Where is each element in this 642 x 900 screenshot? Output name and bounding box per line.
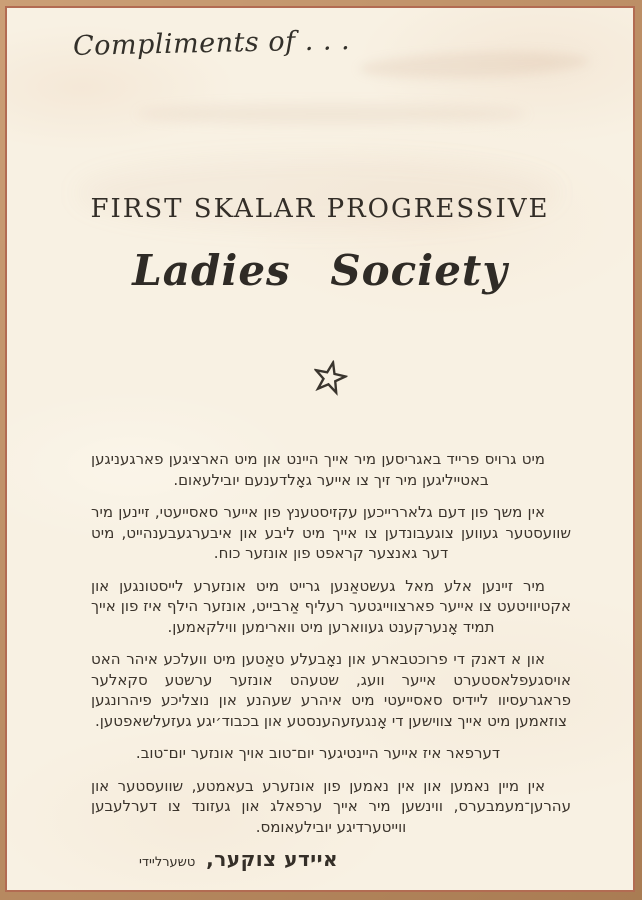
paper-sheet xyxy=(5,6,635,892)
organization-name-heading: FIRST SKALAR PROGRESSIVE xyxy=(90,194,550,224)
organization-name-script: Ladies Society xyxy=(132,246,508,295)
yiddish-paragraph: אין משך פון דעם גלאררייכען עקזיסטענץ פון אייער סאסייעטי, זיינען מיר שוועסטער געווען צוגעבונדען צו אייך מיט ליבע און איבערגעבענהייט, מיט דער גאנצער קראפט פון אונזער כוח. xyxy=(91,503,571,562)
signature-title: טשערליידי xyxy=(139,855,196,870)
yiddish-paragraph: אין מיין נאמען און אין נאמען פון אונזערע בעאמטע, שוועסטער און עהרען־מעמבערס, ווינשען מיר אייך ערפאלג און געזונד צו דערלעבען ווייטערדיגע יובילעאומס. xyxy=(91,776,571,836)
yiddish-paragraph: מיט גרויס פרייד באגריסען מיר אייך היינט און מיט הארציגען פארגעניגען באטייליגען מיר זיך צו אייער גאָלדענעם יובילעאום. xyxy=(91,450,545,489)
yiddish-paragraph: און א דאנק די פרוכטבארע און נאָבעלע טאַטען מיט וועלכע איהר האט אויסגעפלאסטערט אייער וועג, שטעהט אונזער ערשטע סקאלער פראגרעסיוו ליידיס סאסייעטי מיט איהרע שעהנע און נוצליכע פיהרונגען צוזאמען מיט אייך צווישען די אָנגעזעהענסטע און בכבוד׳יגע געזעלשאפטען. xyxy=(91,650,571,730)
signature-line xyxy=(91,849,571,874)
yiddish-paragraph: דערפאר איז אייער היינטיגער יום־טוב אויך אונזער יום־טוב. xyxy=(135,744,501,762)
letter-body xyxy=(91,449,571,874)
ink-bleed-smudge xyxy=(359,48,590,82)
signature-name: איידע צוקער, xyxy=(206,847,339,871)
yiddish-paragraph: מיר זיינען אלע מאל געשטאַנען גרייט מיט אונזערע לייסטונגען און אקטיוויטעט צו אייער פארצווייגטער רעליף אַרבייט, אונזער הילף איז פון אייך תמיד אָנערקענט געווארען מיט ווארימען ווילקאמען. xyxy=(91,576,571,636)
ink-bleed-smudge xyxy=(137,104,527,124)
divider-star-icon xyxy=(310,357,350,397)
compliments-line: Compliments of . . . xyxy=(72,25,351,62)
